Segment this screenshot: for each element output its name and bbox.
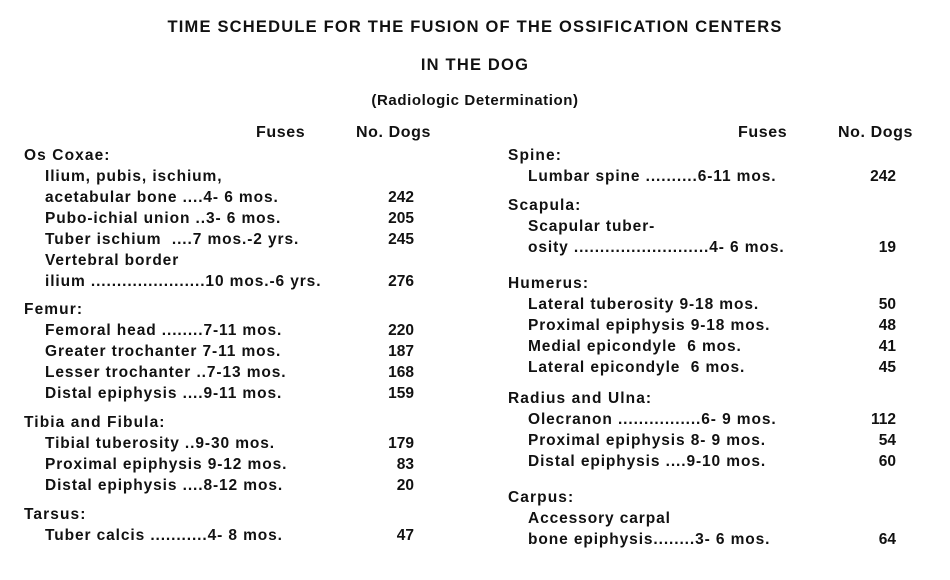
- group-heading: Femur:: [24, 301, 84, 318]
- row-label: Greater trochanter: [45, 343, 203, 360]
- row-label: Distal epiphysis ....: [45, 477, 204, 494]
- table-row: [528, 452, 766, 472]
- row-fuses: 9-18 mos.: [679, 296, 760, 313]
- row-label: Olecranon ................: [528, 411, 702, 428]
- row-no-dogs: 245: [388, 231, 414, 248]
- page-title: TIME SCHEDULE FOR THE FUSION OF THE OSSIFICATION CENTERS: [167, 18, 783, 36]
- row-fuses: 8-12 mos.: [203, 477, 284, 494]
- row-no-dogs: 242: [870, 168, 896, 185]
- row-no-dogs: 19: [878, 239, 896, 256]
- row-no-dogs: 41: [878, 338, 896, 355]
- table-row: [45, 167, 222, 187]
- table-row: [45, 363, 286, 383]
- row-label: Proximal epiphysis: [528, 317, 691, 334]
- row-no-dogs: 276: [388, 273, 414, 290]
- table-row: [45, 209, 281, 229]
- row-no-dogs: 83: [396, 456, 414, 473]
- page-title-line2: IN THE DOG: [420, 56, 530, 74]
- group-heading: Radius and Ulna:: [508, 390, 653, 407]
- table-row: [45, 476, 283, 496]
- group-heading: Carpus:: [508, 489, 575, 506]
- right-header-fuses: Fuses: [738, 124, 788, 141]
- group-heading: Os Coxae:: [24, 147, 111, 164]
- row-label: Distal epiphysis ....: [528, 453, 687, 470]
- row-fuses: 6 mos.: [690, 359, 746, 376]
- row-fuses: 4- 6 mos.: [203, 189, 279, 206]
- table-row: [528, 316, 770, 336]
- table-row: [528, 337, 742, 357]
- page-subtitle: (Radiologic Determination): [371, 92, 579, 109]
- table-row: [528, 295, 759, 315]
- left-header-fuses: Fuses: [256, 124, 306, 141]
- row-fuses: 6-11 mos.: [697, 168, 777, 185]
- table-row: [45, 321, 282, 341]
- row-label: Tibial tuberosity ..: [45, 435, 196, 452]
- row-fuses: 7 mos.-2 yrs.: [192, 231, 300, 248]
- row-label: Proximal epiphysis: [528, 432, 691, 449]
- row-label: Proximal epiphysis: [45, 456, 208, 473]
- row-no-dogs: 159: [388, 385, 414, 402]
- table-row: [528, 431, 766, 451]
- row-fuses: 4- 6 mos.: [709, 239, 785, 256]
- group-heading: Tarsus:: [24, 506, 87, 523]
- table-row: [45, 188, 279, 208]
- left-header-no-dogs: No. Dogs: [356, 124, 432, 141]
- table-row: [45, 455, 287, 475]
- row-no-dogs: 205: [388, 210, 414, 227]
- row-label: Lesser trochanter ..: [45, 364, 207, 381]
- row-fuses: 6 mos.: [687, 338, 742, 355]
- row-label: Ilium, pubis, ischium,: [45, 168, 223, 185]
- row-fuses: 6- 9 mos.: [701, 411, 777, 428]
- row-no-dogs: 220: [388, 322, 414, 339]
- row-no-dogs: 187: [388, 343, 414, 360]
- row-no-dogs: 48: [878, 317, 896, 334]
- row-no-dogs: 242: [388, 189, 414, 206]
- table-row: [45, 251, 179, 271]
- table-row: [528, 530, 770, 550]
- table-row: [528, 410, 777, 430]
- row-fuses: 7-11 mos.: [203, 322, 283, 339]
- table-row: [528, 509, 671, 529]
- group-heading: Scapula:: [508, 197, 582, 214]
- row-fuses: 4- 8 mos.: [207, 527, 283, 544]
- row-label: Medial epicondyle: [528, 338, 688, 355]
- row-fuses: 10 mos.-6 yrs.: [205, 273, 322, 290]
- group-heading: Humerus:: [508, 275, 590, 292]
- row-no-dogs: 45: [878, 359, 896, 376]
- row-label: osity ..........................: [528, 239, 710, 256]
- row-label: Distal epiphysis ....: [45, 385, 204, 402]
- row-label: ilium ......................: [45, 273, 206, 290]
- right-header-no-dogs: No. Dogs: [838, 124, 914, 141]
- table-row: [45, 342, 281, 362]
- table-row: [45, 230, 299, 250]
- row-no-dogs: 60: [878, 453, 896, 470]
- row-label: Femoral head ........: [45, 322, 204, 339]
- row-label: Pubo-ichial union ..: [45, 210, 206, 227]
- row-no-dogs: 50: [878, 296, 896, 313]
- row-no-dogs: 54: [878, 432, 896, 449]
- row-fuses: 9-18 mos.: [690, 317, 771, 334]
- row-fuses: 7-13 mos.: [206, 364, 287, 381]
- row-fuses: 9-12 mos.: [207, 456, 288, 473]
- group-heading: Tibia and Fibula:: [24, 414, 166, 431]
- row-fuses: 9-11 mos.: [203, 385, 283, 402]
- row-fuses: 8- 9 mos.: [690, 432, 766, 449]
- row-label: Lateral tuberosity: [528, 296, 680, 313]
- table-row: [528, 217, 655, 237]
- row-label: Vertebral border: [45, 252, 180, 269]
- row-no-dogs: 64: [878, 531, 896, 548]
- table-row: [528, 238, 785, 258]
- row-fuses: 3- 6 mos.: [695, 531, 771, 548]
- row-label: Tuber ischium ....: [45, 231, 193, 248]
- table-row: [528, 167, 776, 187]
- row-label: bone epiphysis........: [528, 531, 696, 548]
- row-label: acetabular bone ....: [45, 189, 204, 206]
- row-fuses: 9-30 mos.: [195, 435, 275, 452]
- table-row: [45, 434, 275, 454]
- row-no-dogs: 47: [396, 527, 414, 544]
- row-fuses: 3- 6 mos.: [205, 210, 282, 227]
- row-label: Tuber calcis ...........: [45, 527, 208, 544]
- row-fuses: 9-10 mos.: [686, 453, 767, 470]
- row-no-dogs: 168: [388, 364, 414, 381]
- row-no-dogs: 179: [388, 435, 414, 452]
- row-no-dogs: 20: [396, 477, 414, 494]
- row-label: Lateral epicondyle: [528, 359, 691, 376]
- row-label: Lumbar spine ..........: [528, 168, 698, 185]
- table-row: [45, 526, 283, 546]
- table-row: [45, 272, 321, 292]
- row-fuses: 7-11 mos.: [202, 343, 282, 360]
- row-no-dogs: 112: [870, 411, 896, 428]
- table-row: [528, 358, 745, 378]
- group-heading: Spine:: [508, 147, 562, 164]
- row-label: Scapular tuber-: [528, 218, 656, 235]
- row-label: Accessory carpal: [528, 510, 671, 527]
- table-row: [45, 384, 282, 404]
